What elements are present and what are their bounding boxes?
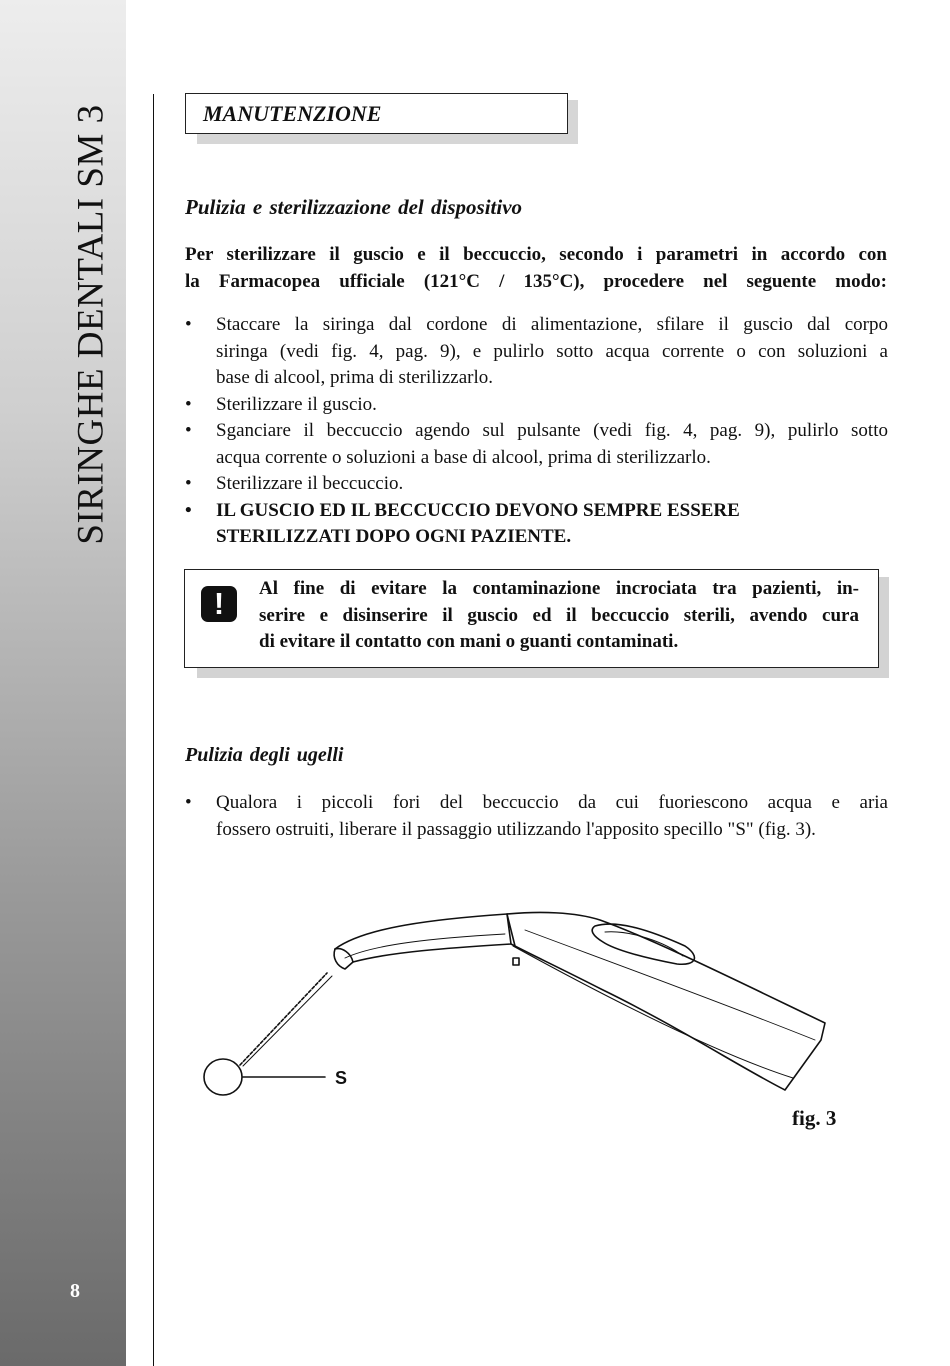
list-item-line: acqua corrente o soluzioni a base di alcool, prima di sterilizzarlo. — [216, 446, 711, 468]
list-item-line: fossero ostruiti, liberare il passaggio utilizzando l'apposito specillo "S" (fig. 3). — [216, 818, 816, 840]
list-item-line: • Staccare la siringa dal cordone di alimentazione, sfilare il guscio dal corpo — [216, 314, 888, 335]
list-item-line: • Qualora i piccoli fori del beccuccio da cui fuoriescono acqua e aria — [216, 792, 888, 813]
nozzles-heading: Pulizia degli ugelli — [185, 744, 344, 766]
margin-rule — [153, 94, 154, 1366]
list-item-line: base di alcool, prima di sterilizzarlo. — [216, 367, 493, 388]
list-item — [185, 790, 888, 843]
warning-text — [259, 576, 859, 656]
list-item — [185, 471, 888, 498]
list-item-line: siringa (vedi fig. 4, pag. 9), e pulirlo sotto acqua corrente o con soluzioni a — [216, 340, 888, 362]
figure-caption: fig. 3 — [792, 1106, 837, 1130]
nozzles-list — [185, 790, 888, 843]
release-button — [592, 924, 694, 964]
probe-label: S — [335, 1068, 348, 1088]
warning-box — [184, 569, 879, 668]
exclamation-icon: ! — [201, 586, 237, 622]
list-item-line: • IL GUSCIO ED IL BECCUCCIO DEVONO SEMPRE ESSERE — [216, 499, 740, 521]
list-item — [185, 312, 888, 392]
clip — [513, 958, 519, 965]
list-item — [185, 418, 888, 471]
nozzle-tip — [334, 949, 353, 969]
list-item-line: STERILIZZATI DOPO OGNI PAZIENTE. — [216, 526, 572, 547]
list-item-line: • Sterilizzare il beccuccio. — [216, 473, 404, 494]
intro-line: Per sterilizzare il guscio e il beccuccio, secondo i parametri in accordo con — [185, 244, 887, 265]
probe-wire — [240, 973, 327, 1065]
spout — [335, 914, 511, 962]
list-item-important — [185, 498, 888, 551]
cleaning-intro — [185, 241, 887, 295]
warning-line: di evitare il contatto con mani o guanti contaminati. — [259, 631, 679, 652]
sidebar-title — [68, 96, 114, 552]
list-item-line: • Sterilizzare il guscio. — [216, 393, 377, 415]
sidebar — [0, 0, 126, 1366]
syringe-illustration — [185, 900, 845, 1115]
probe-loop — [204, 1059, 242, 1095]
section-title-box — [185, 93, 568, 134]
page-number: 8 — [70, 1280, 80, 1302]
intro-line: la Farmacopea ufficiale (121°C / 135°C), procedere nel seguente modo: — [185, 271, 887, 292]
cleaning-steps-list — [185, 312, 888, 551]
sidebar-title-text: SIRINGHE DENTALI SM 3 — [70, 103, 112, 545]
list-item — [185, 392, 888, 419]
section-title: MANUTENZIONE — [203, 101, 382, 126]
warning-line: serire e disinserire il guscio ed il beccuccio sterili, avendo cura — [259, 604, 859, 626]
handle-body — [507, 912, 825, 1090]
cleaning-heading: Pulizia e sterilizzazione del dispositivo — [185, 195, 523, 219]
warning-line: Al fine di evitare la contaminazione incrociata tra pazienti, in- — [259, 578, 859, 599]
list-item-line: • Sganciare il beccuccio agendo sul pulsante (vedi fig. 4, pag. 9), pulirlo sotto — [216, 420, 888, 441]
syringe-figure — [185, 900, 845, 1115]
